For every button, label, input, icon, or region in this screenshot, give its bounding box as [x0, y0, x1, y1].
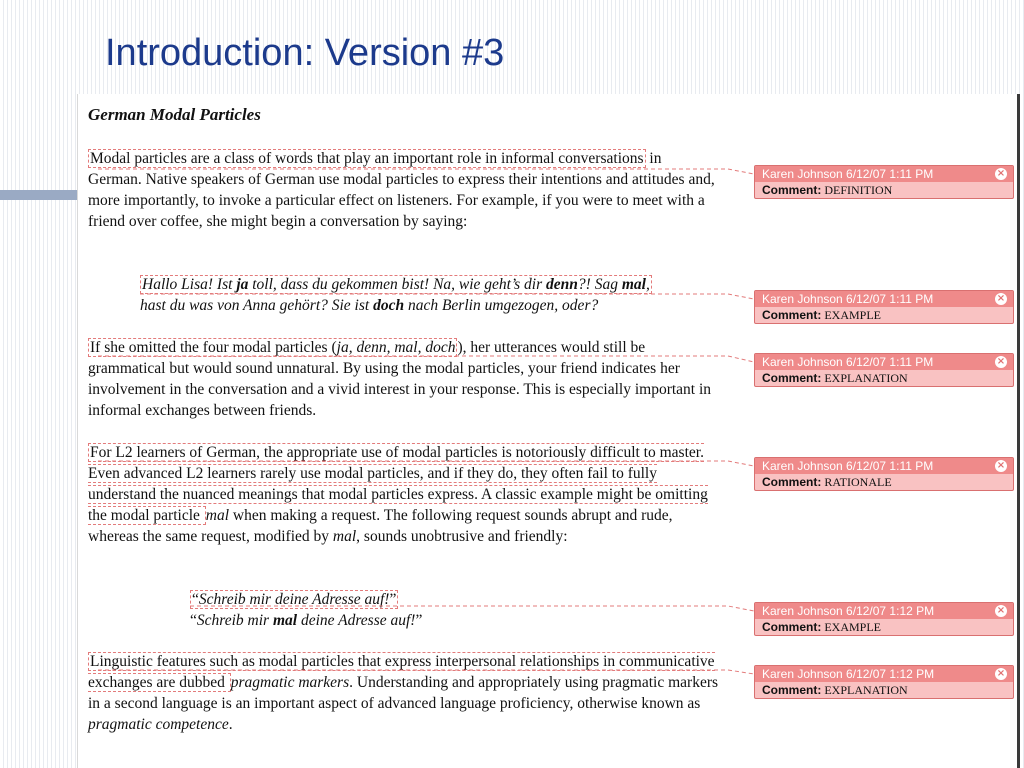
close-icon[interactable]: × — [996, 293, 1006, 304]
comment-header — [755, 666, 1013, 682]
emphasis-text: mal — [205, 507, 230, 524]
paragraph-text: in German. Native speakers of German use modal particles to express their intentions and attitudes and, more importantly, to invoke a particular effect on listeners. For example, if you were to meet with a friend over coffee, she might begin a conversation by saying: — [88, 150, 715, 230]
quote-text: ?! Sag — [577, 276, 622, 293]
comment-author-time: Karen Johnson 6/12/07 1:11 PM — [762, 167, 934, 181]
quote-text: toll, dass du gekommen bist! Na, wie geht’s dir — [248, 276, 547, 293]
comment-header — [755, 458, 1013, 474]
connector-5 — [190, 606, 754, 611]
comment-balloon[interactable] — [754, 602, 1014, 636]
comment-body — [755, 370, 1013, 386]
paragraph-text: . Understanding and appropriately using pragmatic markers in a second language is an important aspect of advanced language proficiency, otherwise known as — [88, 674, 719, 712]
slide-title: Introduction: Version #3 — [105, 32, 505, 74]
quote-text: Hallo Lisa! Ist — [142, 276, 237, 293]
comment-header — [755, 291, 1013, 307]
comment-text: RATIONALE — [824, 475, 892, 489]
document-page — [77, 94, 1021, 768]
comment-header — [755, 354, 1013, 370]
connector-4 — [98, 461, 754, 466]
quote-mark: “ — [190, 612, 197, 629]
slide-accent-bar — [0, 190, 78, 200]
comment-label: Comment: — [762, 475, 822, 489]
modal-particle: denn — [546, 276, 578, 293]
comment-balloon[interactable] — [754, 290, 1014, 324]
paragraph-text: Linguistic features such as modal particles that express interpersonal relationships in communicative exchanges are dubbed — [88, 653, 715, 691]
document-heading: German Modal Particles — [88, 105, 261, 124]
comment-body — [755, 474, 1013, 490]
connector-2 — [140, 294, 754, 299]
paragraph-text: For L2 learners of German, the appropriate use of modal particles is notoriously difficult to master. Even advanced L2 learners rarely use modal particles, and if they do, they often fail to fully understand the nuanced meanings that modal particles express. A classic example might be omitting the modal particle — [88, 444, 708, 524]
modal-particle: doch — [373, 297, 405, 314]
close-icon[interactable]: × — [996, 460, 1006, 471]
modal-particle: mal — [621, 276, 646, 293]
comment-body — [755, 307, 1013, 323]
emphasis-text: mal — [332, 528, 357, 545]
comment-balloon[interactable] — [754, 165, 1014, 199]
connector-1 — [98, 169, 754, 174]
comment-body — [755, 682, 1013, 698]
quote-mark: “ — [192, 591, 199, 608]
comment-body — [755, 182, 1013, 198]
comment-author-time: Karen Johnson 6/12/07 1:11 PM — [762, 355, 934, 369]
quote-text: deine Adresse auf! — [297, 612, 416, 629]
comment-balloon[interactable] — [754, 665, 1014, 699]
paragraph-text: , sounds unobtrusive and friendly: — [356, 528, 568, 545]
quote-text: Schreib mir deine Adresse auf! — [198, 591, 390, 608]
connector-3 — [98, 356, 754, 362]
paragraph-text: ), her utterances would still be grammatical but would sound unnatural. By using the modal particles, your friend indicates her involvement in the conversation and a vivid interest in your response. This is especially important in informal exchanges between friends. — [88, 339, 712, 419]
emphasis-text: pragmatic markers — [230, 674, 350, 691]
paragraph-text: . — [228, 716, 233, 733]
emphasis-text: ja, denn, mal, doch — [336, 339, 456, 356]
close-icon[interactable]: × — [996, 668, 1006, 679]
quote-text: hast du was von Anna gehört? Sie ist — [140, 297, 374, 314]
comment-label: Comment: — [762, 683, 822, 697]
comment-text: EXAMPLE — [824, 308, 882, 322]
connector-6 — [98, 670, 754, 674]
comment-header — [755, 166, 1013, 182]
comment-header — [755, 603, 1013, 619]
comment-label: Comment: — [762, 620, 822, 634]
comment-author-time: Karen Johnson 6/12/07 1:11 PM — [762, 459, 934, 473]
paragraph-text: when making a request. The following request sounds abrupt and rude, whereas the same request, modified by — [88, 507, 673, 545]
close-icon[interactable]: × — [996, 605, 1006, 616]
comment-text: EXPLANATION — [824, 683, 908, 697]
comment-label: Comment: — [762, 308, 822, 322]
comment-author-time: Karen Johnson 6/12/07 1:11 PM — [762, 292, 934, 306]
comment-author-time: Karen Johnson 6/12/07 1:12 PM — [762, 667, 935, 681]
comment-label: Comment: — [762, 371, 822, 385]
modal-particle: ja — [236, 276, 249, 293]
emphasis-text: pragmatic competence — [88, 716, 229, 733]
modal-particle: mal — [272, 612, 298, 629]
quote-text: nach Berlin umgezogen, oder? — [404, 297, 599, 314]
comment-balloon[interactable] — [754, 353, 1014, 387]
comment-balloon[interactable] — [754, 457, 1014, 491]
quote-mark: ” — [415, 612, 423, 629]
comment-anchor-1[interactable]: Modal particles are a class of words that play an important role in informal conversations — [90, 150, 644, 167]
comment-body — [755, 619, 1013, 635]
comment-text: DEFINITION — [824, 183, 893, 197]
comment-author-time: Karen Johnson 6/12/07 1:12 PM — [762, 604, 935, 618]
comment-text: EXAMPLE — [824, 620, 882, 634]
comment-text: EXPLANATION — [824, 371, 908, 385]
quote-text: , — [645, 276, 650, 293]
quote-text: Schreib mir — [196, 612, 273, 629]
quote-mark: ” — [389, 591, 397, 608]
close-icon[interactable]: × — [996, 356, 1006, 367]
document-edge — [1017, 94, 1020, 768]
close-icon[interactable]: × — [996, 168, 1006, 179]
paragraph-text: If she omitted the four modal particles ( — [90, 339, 337, 356]
comment-label: Comment: — [762, 183, 822, 197]
